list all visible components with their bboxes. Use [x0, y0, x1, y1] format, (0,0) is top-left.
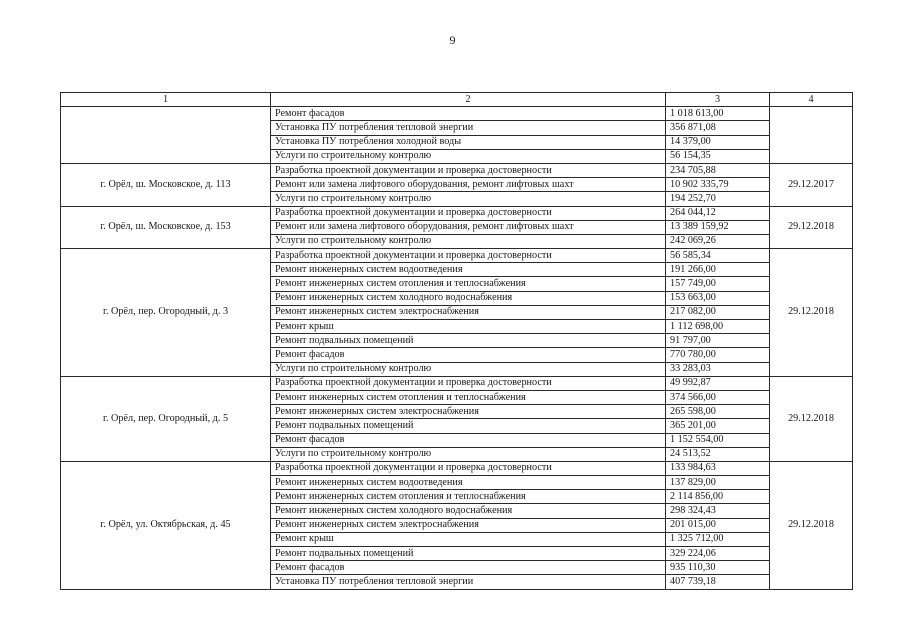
work-type-cell: Установка ПУ потребления тепловой энергии	[271, 121, 666, 135]
amount-cell: 298 324,43	[666, 504, 770, 518]
works-table-body	[61, 93, 853, 590]
works-table	[60, 92, 853, 590]
table-row	[61, 107, 853, 121]
work-type-cell: Ремонт подвальных помещений	[271, 419, 666, 433]
work-type-cell: Услуги по строительному контролю	[271, 149, 666, 163]
amount-cell: 935 110,30	[666, 561, 770, 575]
amount-cell: 194 252,70	[666, 192, 770, 206]
address-cell: г. Орёл, ш. Московское, д. 113	[61, 163, 271, 206]
amount-cell: 1 018 613,00	[666, 107, 770, 121]
work-type-cell: Установка ПУ потребления тепловой энергии	[271, 575, 666, 589]
amount-cell: 1 152 554,00	[666, 433, 770, 447]
table-row	[61, 249, 853, 263]
work-type-cell: Ремонт инженерных систем водоотведения	[271, 263, 666, 277]
amount-cell: 10 902 335,79	[666, 178, 770, 192]
amount-cell: 91 797,00	[666, 334, 770, 348]
address-cell: г. Орёл, ш. Московское, д. 153	[61, 206, 271, 249]
amount-cell: 242 069,26	[666, 234, 770, 248]
work-type-cell: Установка ПУ потребления холодной воды	[271, 135, 666, 149]
amount-cell: 56 154,35	[666, 149, 770, 163]
work-type-cell: Ремонт инженерных систем отопления и теплоснабжения	[271, 490, 666, 504]
header-row	[61, 93, 853, 107]
work-type-cell: Ремонт инженерных систем электроснабжения	[271, 518, 666, 532]
work-type-cell: Услуги по строительному контролю	[271, 362, 666, 376]
amount-cell: 217 082,00	[666, 305, 770, 319]
date-cell: 29.12.2018	[770, 249, 853, 377]
column-header-4: 4	[770, 93, 853, 107]
work-type-cell: Ремонт инженерных систем отопления и теплоснабжения	[271, 390, 666, 404]
date-cell: 29.12.2017	[770, 163, 853, 206]
table-row	[61, 206, 853, 220]
work-type-cell: Ремонт инженерных систем холодного водоснабжения	[271, 291, 666, 305]
work-type-cell: Ремонт или замена лифтового оборудования, ремонт лифтовых шахт	[271, 220, 666, 234]
amount-cell: 153 663,00	[666, 291, 770, 305]
work-type-cell: Разработка проектной документации и проверка достоверности	[271, 461, 666, 475]
amount-cell: 24 513,52	[666, 447, 770, 461]
date-cell: 29.12.2018	[770, 461, 853, 589]
work-type-cell: Разработка проектной документации и проверка достоверности	[271, 206, 666, 220]
work-type-cell: Ремонт крыш	[271, 532, 666, 546]
work-type-cell: Ремонт инженерных систем водоотведения	[271, 476, 666, 490]
work-type-cell: Ремонт подвальных помещений	[271, 547, 666, 561]
amount-cell: 329 224,06	[666, 547, 770, 561]
amount-cell: 356 871,08	[666, 121, 770, 135]
work-type-cell: Услуги по строительному контролю	[271, 192, 666, 206]
amount-cell: 191 266,00	[666, 263, 770, 277]
amount-cell: 137 829,00	[666, 476, 770, 490]
work-type-cell: Ремонт фасадов	[271, 433, 666, 447]
date-cell: 29.12.2018	[770, 376, 853, 461]
amount-cell: 14 379,00	[666, 135, 770, 149]
work-type-cell: Услуги по строительному контролю	[271, 234, 666, 248]
amount-cell: 49 992,87	[666, 376, 770, 390]
amount-cell: 1 112 698,00	[666, 320, 770, 334]
amount-cell: 56 585,34	[666, 249, 770, 263]
work-type-cell: Услуги по строительному контролю	[271, 447, 666, 461]
amount-cell: 2 114 856,00	[666, 490, 770, 504]
amount-cell: 365 201,00	[666, 419, 770, 433]
column-header-3: 3	[666, 93, 770, 107]
amount-cell: 157 749,00	[666, 277, 770, 291]
amount-cell: 234 705,88	[666, 163, 770, 177]
address-cell	[61, 107, 271, 164]
work-type-cell: Разработка проектной документации и проверка достоверности	[271, 376, 666, 390]
amount-cell: 374 566,00	[666, 390, 770, 404]
work-type-cell: Ремонт инженерных систем электроснабжения	[271, 405, 666, 419]
amount-cell: 201 015,00	[666, 518, 770, 532]
work-type-cell: Ремонт инженерных систем холодного водоснабжения	[271, 504, 666, 518]
amount-cell: 407 739,18	[666, 575, 770, 589]
date-cell: 29.12.2018	[770, 206, 853, 249]
work-type-cell: Ремонт фасадов	[271, 107, 666, 121]
date-cell	[770, 107, 853, 164]
column-header-2: 2	[271, 93, 666, 107]
work-type-cell: Ремонт фасадов	[271, 348, 666, 362]
amount-cell: 770 780,00	[666, 348, 770, 362]
work-type-cell: Ремонт инженерных систем электроснабжения	[271, 305, 666, 319]
amount-cell: 33 283,03	[666, 362, 770, 376]
column-header-1: 1	[61, 93, 271, 107]
work-type-cell: Разработка проектной документации и проверка достоверности	[271, 163, 666, 177]
work-type-cell: Ремонт крыш	[271, 320, 666, 334]
address-cell: г. Орёл, ул. Октябрьская, д. 45	[61, 461, 271, 589]
table-row	[61, 376, 853, 390]
amount-cell: 1 325 712,00	[666, 532, 770, 546]
work-type-cell: Ремонт фасадов	[271, 561, 666, 575]
amount-cell: 265 598,00	[666, 405, 770, 419]
amount-cell: 13 389 159,92	[666, 220, 770, 234]
address-cell: г. Орёл, пер. Огородный, д. 5	[61, 376, 271, 461]
amount-cell: 133 984,63	[666, 461, 770, 475]
work-type-cell: Ремонт инженерных систем отопления и теплоснабжения	[271, 277, 666, 291]
address-cell: г. Орёл, пер. Огородный, д. 3	[61, 249, 271, 377]
work-type-cell: Ремонт или замена лифтового оборудования, ремонт лифтовых шахт	[271, 178, 666, 192]
page-number: 9	[449, 33, 456, 47]
amount-cell: 264 044,12	[666, 206, 770, 220]
table-row	[61, 461, 853, 475]
work-type-cell: Ремонт подвальных помещений	[271, 334, 666, 348]
work-type-cell: Разработка проектной документации и проверка достоверности	[271, 249, 666, 263]
table-row	[61, 163, 853, 177]
